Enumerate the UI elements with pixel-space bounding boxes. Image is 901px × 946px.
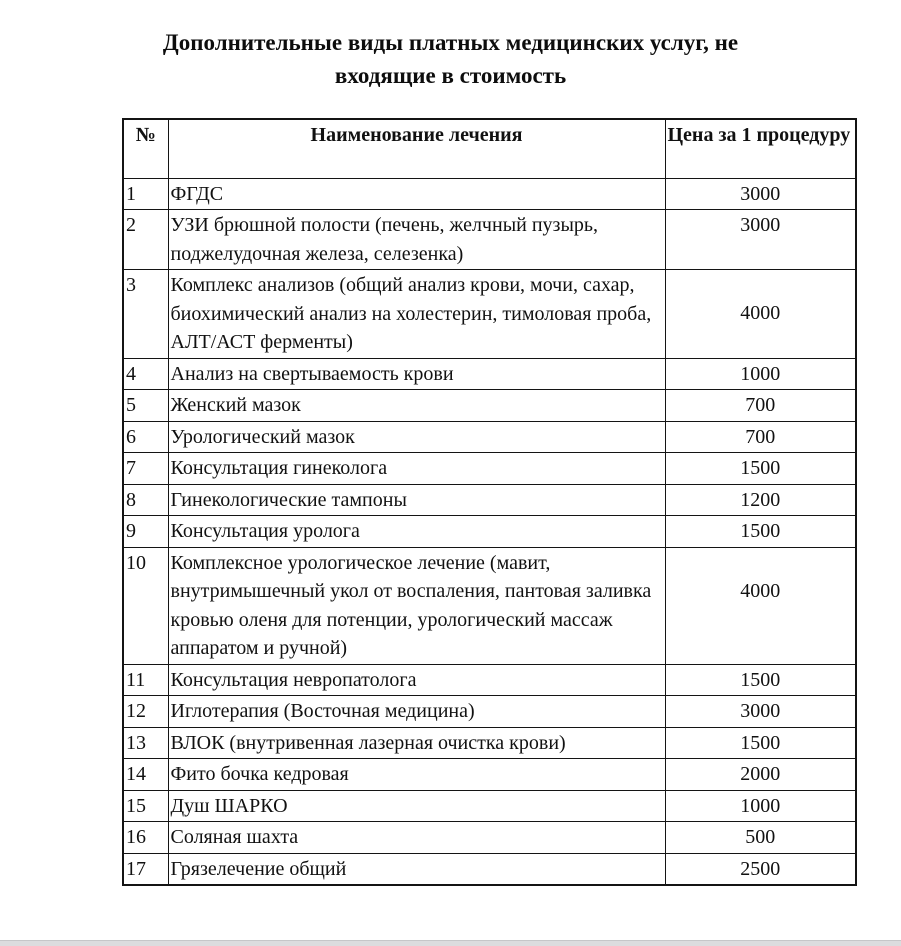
- service-name-cell: Фито бочка кедровая: [168, 759, 665, 791]
- row-number-cell: 7: [123, 453, 168, 485]
- table-row: [123, 210, 856, 270]
- service-name-cell: УЗИ брюшной полости (печень, желчный пузырь, поджелудочная железа, селезенка): [168, 210, 665, 270]
- table-row: [123, 790, 856, 822]
- price-cell: 3000: [665, 696, 856, 728]
- price-cell: 4000: [665, 270, 856, 359]
- price-cell: 1000: [665, 790, 856, 822]
- service-name-cell: Анализ на свертываемость крови: [168, 358, 665, 390]
- row-number-cell: 2: [123, 210, 168, 270]
- service-name-cell: Женский мазок: [168, 390, 665, 422]
- price-cell: 3000: [665, 210, 856, 270]
- service-name-cell: Консультация уролога: [168, 516, 665, 548]
- table-row: [123, 664, 856, 696]
- table-row: [123, 516, 856, 548]
- table-row: [123, 759, 856, 791]
- table-row: [123, 453, 856, 485]
- service-name-cell: Душ ШАРКО: [168, 790, 665, 822]
- table-row: [123, 390, 856, 422]
- price-cell: 1200: [665, 484, 856, 516]
- row-number-cell: 3: [123, 270, 168, 359]
- row-number-cell: 4: [123, 358, 168, 390]
- price-cell: 500: [665, 822, 856, 854]
- row-number-cell: 11: [123, 664, 168, 696]
- table-row: [123, 270, 856, 359]
- row-number-cell: 14: [123, 759, 168, 791]
- service-name-cell: Гинекологические тампоны: [168, 484, 665, 516]
- service-name-cell: Консультация гинеколога: [168, 453, 665, 485]
- service-name-cell: Консультация невропатолога: [168, 664, 665, 696]
- row-number-cell: 13: [123, 727, 168, 759]
- row-number-cell: 9: [123, 516, 168, 548]
- row-number-cell: 6: [123, 421, 168, 453]
- row-number-cell: 15: [123, 790, 168, 822]
- header-price: Цена за 1 процедуру: [665, 119, 856, 178]
- service-name-cell: Комплекс анализов (общий анализ крови, мочи, сахар, биохимический анализ на холестерин, тимоловая проба, АЛТ/АСТ ферменты): [168, 270, 665, 359]
- service-name-cell: Урологический мазок: [168, 421, 665, 453]
- row-number-cell: 10: [123, 547, 168, 664]
- table-row: [123, 853, 856, 885]
- service-name-cell: Грязелечение общий: [168, 853, 665, 885]
- service-name-cell: Соляная шахта: [168, 822, 665, 854]
- row-number-cell: 17: [123, 853, 168, 885]
- price-cell: 700: [665, 421, 856, 453]
- price-cell: 1500: [665, 664, 856, 696]
- service-name-cell: Иглотерапия (Восточная медицина): [168, 696, 665, 728]
- table-row: [123, 358, 856, 390]
- header-number: №: [123, 119, 168, 178]
- price-cell: 4000: [665, 547, 856, 664]
- table-row: [123, 822, 856, 854]
- row-number-cell: 12: [123, 696, 168, 728]
- row-number-cell: 5: [123, 390, 168, 422]
- table-header: [123, 119, 856, 178]
- header-service-name: Наименование лечения: [168, 119, 665, 178]
- screenshot-bottom-strip: [0, 940, 901, 946]
- services-price-table: [122, 118, 857, 886]
- price-cell: 1500: [665, 453, 856, 485]
- table-row: [123, 421, 856, 453]
- price-cell: 1500: [665, 516, 856, 548]
- price-cell: 700: [665, 390, 856, 422]
- table-row: [123, 696, 856, 728]
- service-name-cell: Комплексное урологическое лечение (мавит, внутримышечный укол от воспаления, пантовая заливка кровью оленя для потенции, урологический массаж аппаратом и ручной): [168, 547, 665, 664]
- price-cell: 2500: [665, 853, 856, 885]
- page-title: Дополнительные виды платных медицинских услуг, не входящие в стоимость: [162, 30, 739, 88]
- price-cell: 1500: [665, 727, 856, 759]
- service-name-cell: ВЛОК (внутривенная лазерная очистка крови): [168, 727, 665, 759]
- row-number-cell: 8: [123, 484, 168, 516]
- table-row: [123, 547, 856, 664]
- row-number-cell: 16: [123, 822, 168, 854]
- row-number-cell: 1: [123, 178, 168, 210]
- table-row: [123, 727, 856, 759]
- table-row: [123, 178, 856, 210]
- service-name-cell: ФГДС: [168, 178, 665, 210]
- price-cell: 2000: [665, 759, 856, 791]
- price-cell: 3000: [665, 178, 856, 210]
- table-row: [123, 484, 856, 516]
- table-header-row: [123, 119, 856, 178]
- price-cell: 1000: [665, 358, 856, 390]
- table-body: [123, 178, 856, 885]
